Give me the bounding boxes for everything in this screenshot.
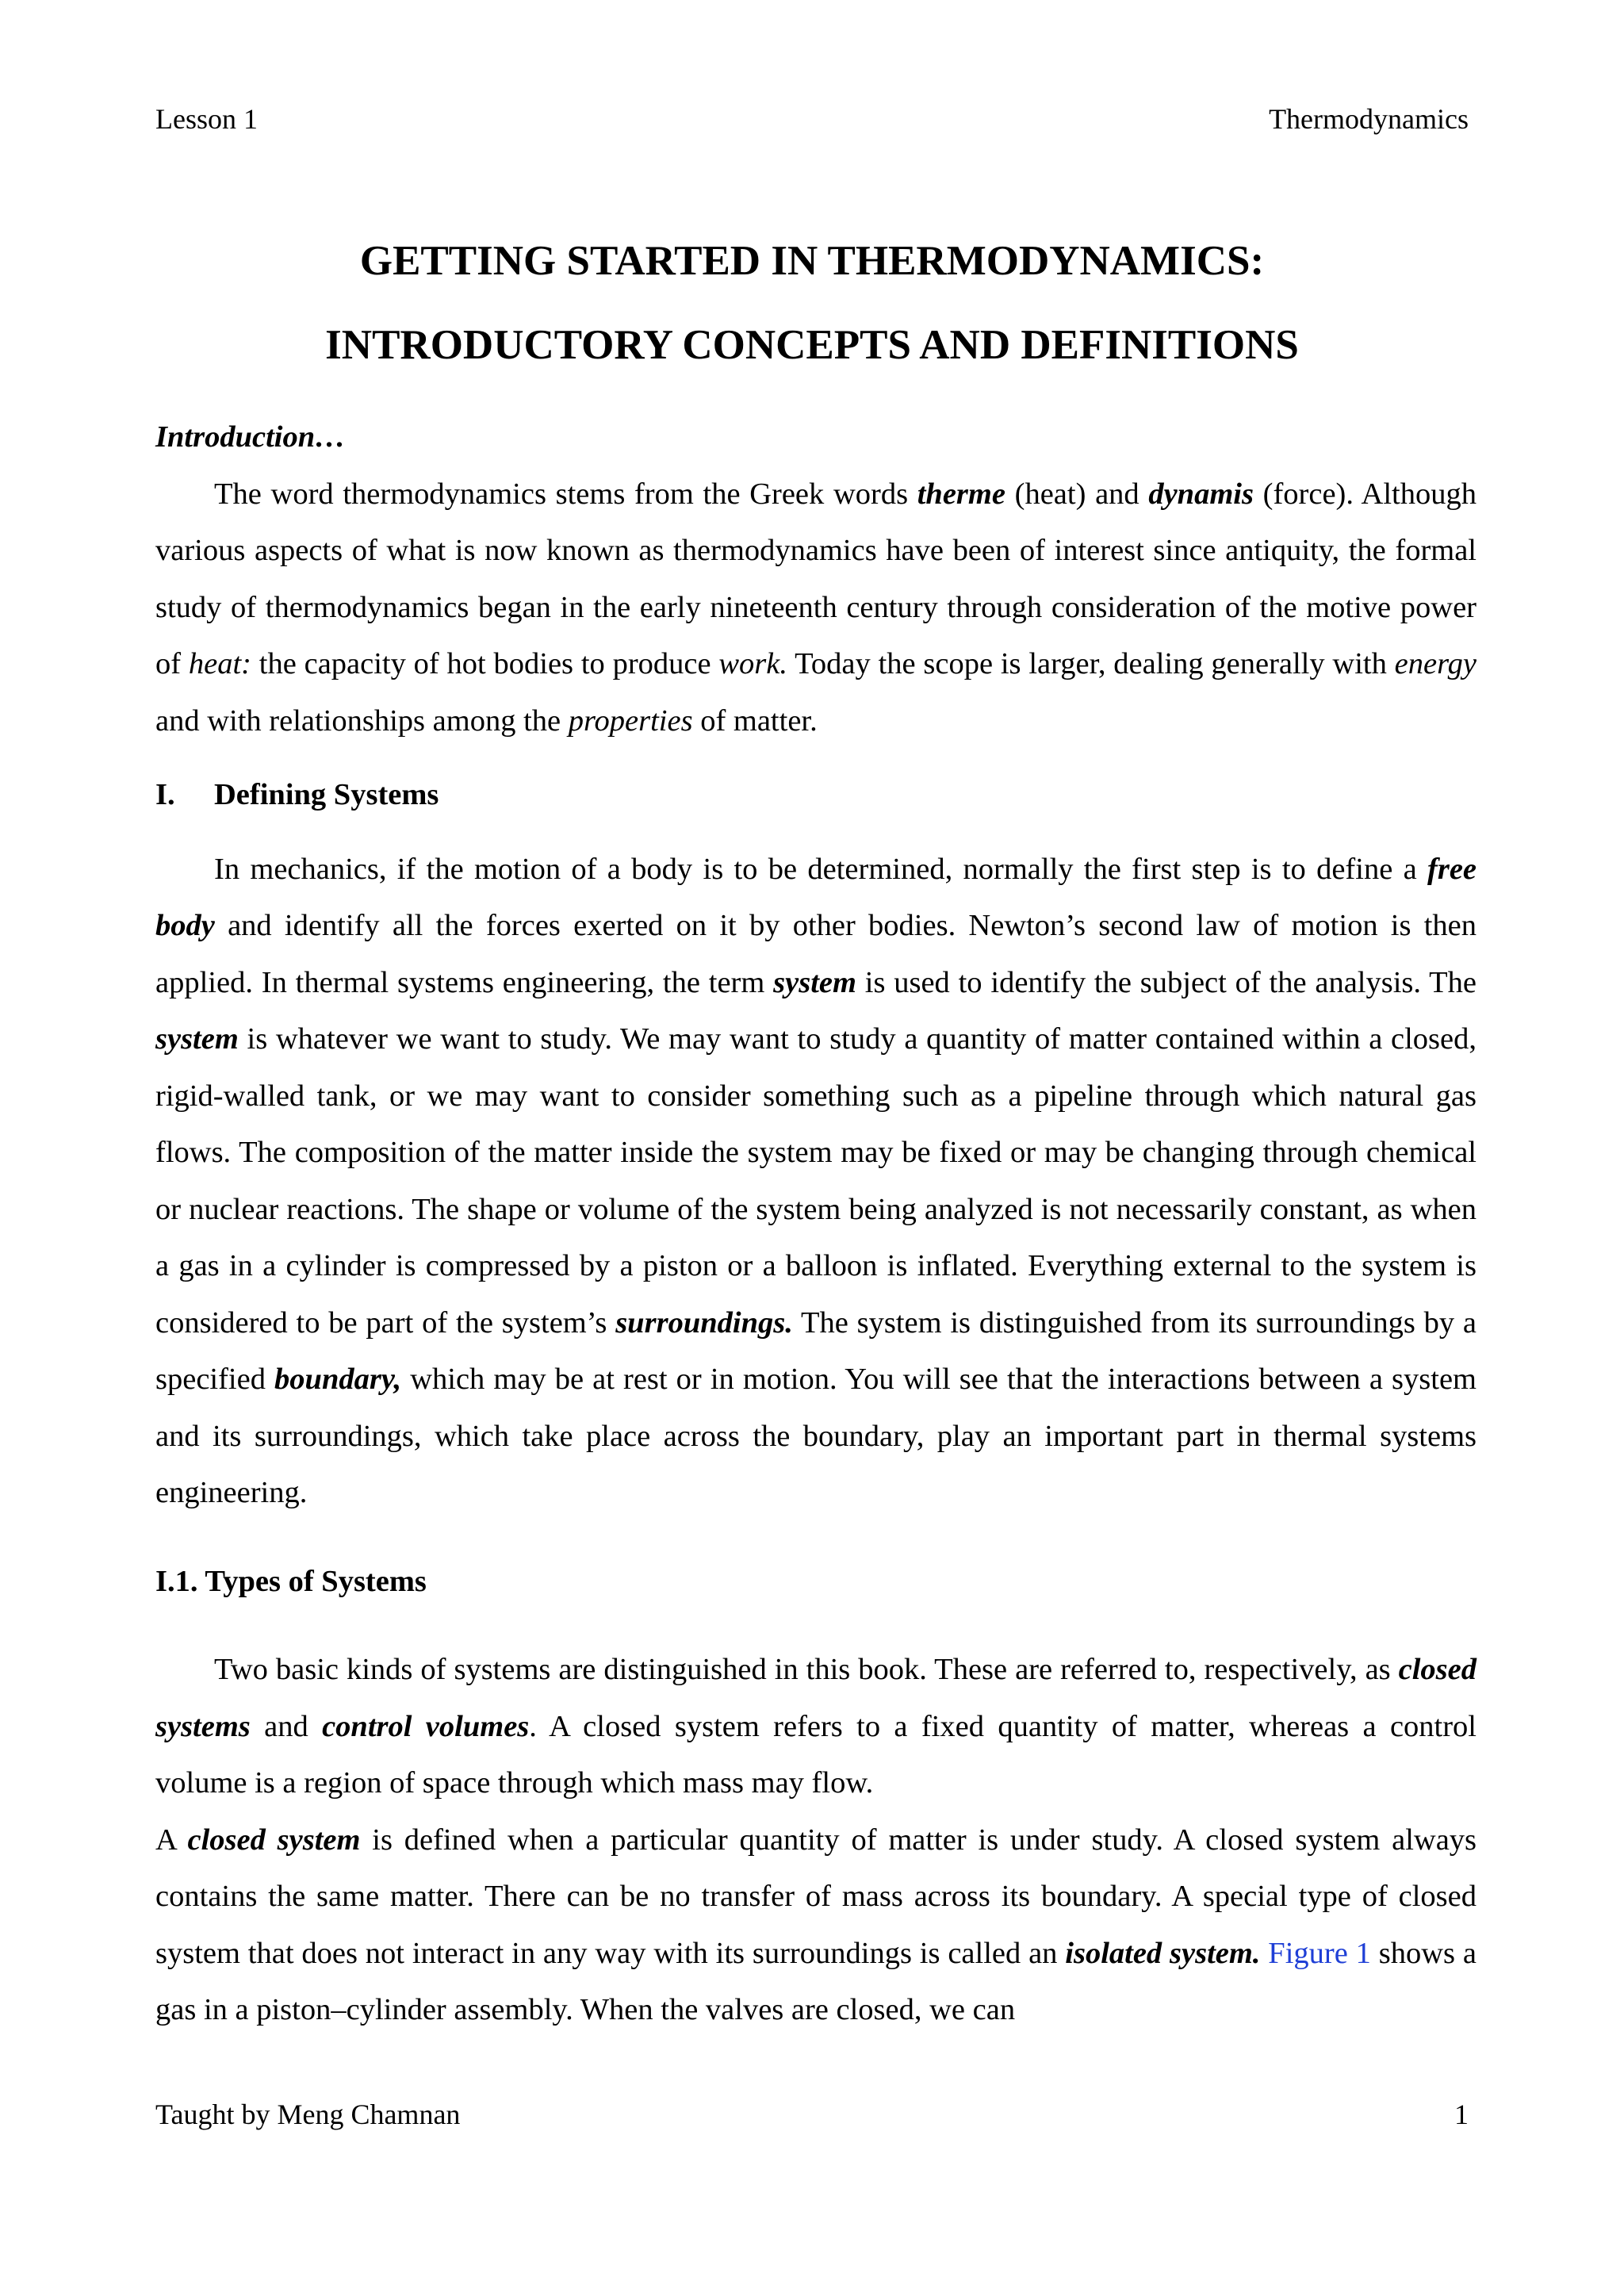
section-number: I. [155, 778, 175, 811]
text-run: of matter. [692, 703, 818, 738]
document-title [155, 219, 1469, 387]
term-therme: therme [917, 477, 1005, 511]
text-run: . A closed system refers to a fixed quantity of matter, whereas a control volume is a region of space through which mass may flow. [155, 1709, 1477, 1800]
text-run: (heat) and [1005, 477, 1149, 511]
types-paragraph-2 [155, 1812, 1477, 2039]
text-run: (force). Although various aspects of what is now known as thermodynamics have been of interest since antiquity, the formal study of thermodynamics began in the early nineteenth century through consideration of the motive power of [155, 477, 1477, 680]
section-heading-types-of-systems: I.1. Types of Systems [155, 1564, 427, 1598]
text-run: is defined when a particular quantity of matter is under study. A closed system always contains the same matter. There can be no transfer of mass across its boundary. A special type of closed system that does not interact in any way with its surroundings is called an [155, 1823, 1477, 1970]
term-system: system [773, 965, 856, 999]
text-run: The system is distinguished from its surroundings by a specified [155, 1305, 1477, 1396]
text-run: shows a gas in a piston–cylinder assembly. When the valves are closed, we can [155, 1936, 1477, 2026]
spacer [155, 749, 1477, 767]
header-subject: Thermodynamics [1269, 103, 1469, 135]
term-energy: energy [1394, 647, 1477, 680]
term-isolated-system: isolated system. [1065, 1936, 1261, 1970]
text-run: which may be at rest or in motion. You will see that the interactions between a system and its surroundings, which take place across the boundary, play an important part in thermal systems engineering. [155, 1363, 1477, 1509]
text-run: The word thermodynamics stems from the Greek words [214, 477, 917, 511]
text-run: the capacity of hot bodies to produce [251, 647, 719, 680]
running-header [155, 102, 1469, 136]
page-number: 1 [1454, 2099, 1469, 2130]
section-title: Defining Systems [214, 778, 439, 811]
spacer [155, 1610, 1477, 1642]
term-properties: properties [568, 703, 693, 738]
footer-author: Taught by Meng Chamnan [155, 2099, 461, 2130]
text-run [1260, 1937, 1268, 1970]
types-paragraph-1 [155, 1642, 1477, 1812]
term-boundary: boundary, [274, 1363, 402, 1396]
term-closed-system: closed system [187, 1823, 361, 1857]
section-heading-defining-systems [155, 767, 1477, 824]
page-footer [155, 2097, 1469, 2132]
term-closed-systems: closed systems [155, 1653, 1477, 1743]
intro-paragraph [155, 466, 1477, 750]
text-run: and identify all the forces exerted on it by other bodies. Newton’s second law of motion is then applied. In thermal systems engineering, the term [155, 909, 1477, 999]
defining-systems-paragraph [155, 841, 1477, 1522]
term-control-volumes: control volumes [322, 1709, 530, 1743]
header-lesson: Lesson 1 [155, 103, 258, 135]
term-surroundings: surroundings. [615, 1305, 793, 1340]
term-dynamis: dynamis [1148, 477, 1254, 511]
term-heat: heat: [188, 647, 251, 680]
term-free-body: free body [155, 852, 1477, 942]
term-system: system [155, 1022, 239, 1056]
text-run: is used to identify the subject of the analysis. The [856, 965, 1477, 999]
spacer [155, 824, 1477, 841]
text-run: In mechanics, if the motion of a body is to be determined, normally the first step is to define a [214, 852, 1428, 886]
spacer [155, 1522, 1477, 1554]
document-body [155, 409, 1477, 2039]
text-run: Two basic kinds of systems are distinguished in this book. These are referred to, respectively, as [214, 1653, 1399, 1686]
text-run: and with relationships among the [155, 703, 569, 738]
text-run: A [155, 1823, 188, 1857]
figure-1-link[interactable]: Figure 1 [1268, 1936, 1371, 1970]
term-work: work. [718, 647, 787, 680]
title-line-1: GETTING STARTED IN THERMODYNAMICS: [359, 238, 1265, 284]
text-run: is whatever we want to study. We may want to study a quantity of matter contained within a closed, rigid-walled tank, or we may want to consider something such as a pipeline through which natural gas flows. The composition of the matter inside the system may be fixed or may be changing through chemical or nuclear reactions. The shape or volume of the system being analyzed is not necessarily constant, as when a gas in a cylinder is compressed by a piston or a balloon is inflated. Everything external to the system is considered to be part of the system’s [155, 1022, 1477, 1340]
text-run: Today the scope is larger, dealing generally with [787, 647, 1395, 680]
intro-heading: Introduction… [155, 420, 346, 454]
title-line-2: INTRODUCTORY CONCEPTS AND DEFINITIONS [325, 322, 1299, 368]
text-run: and [250, 1709, 323, 1743]
